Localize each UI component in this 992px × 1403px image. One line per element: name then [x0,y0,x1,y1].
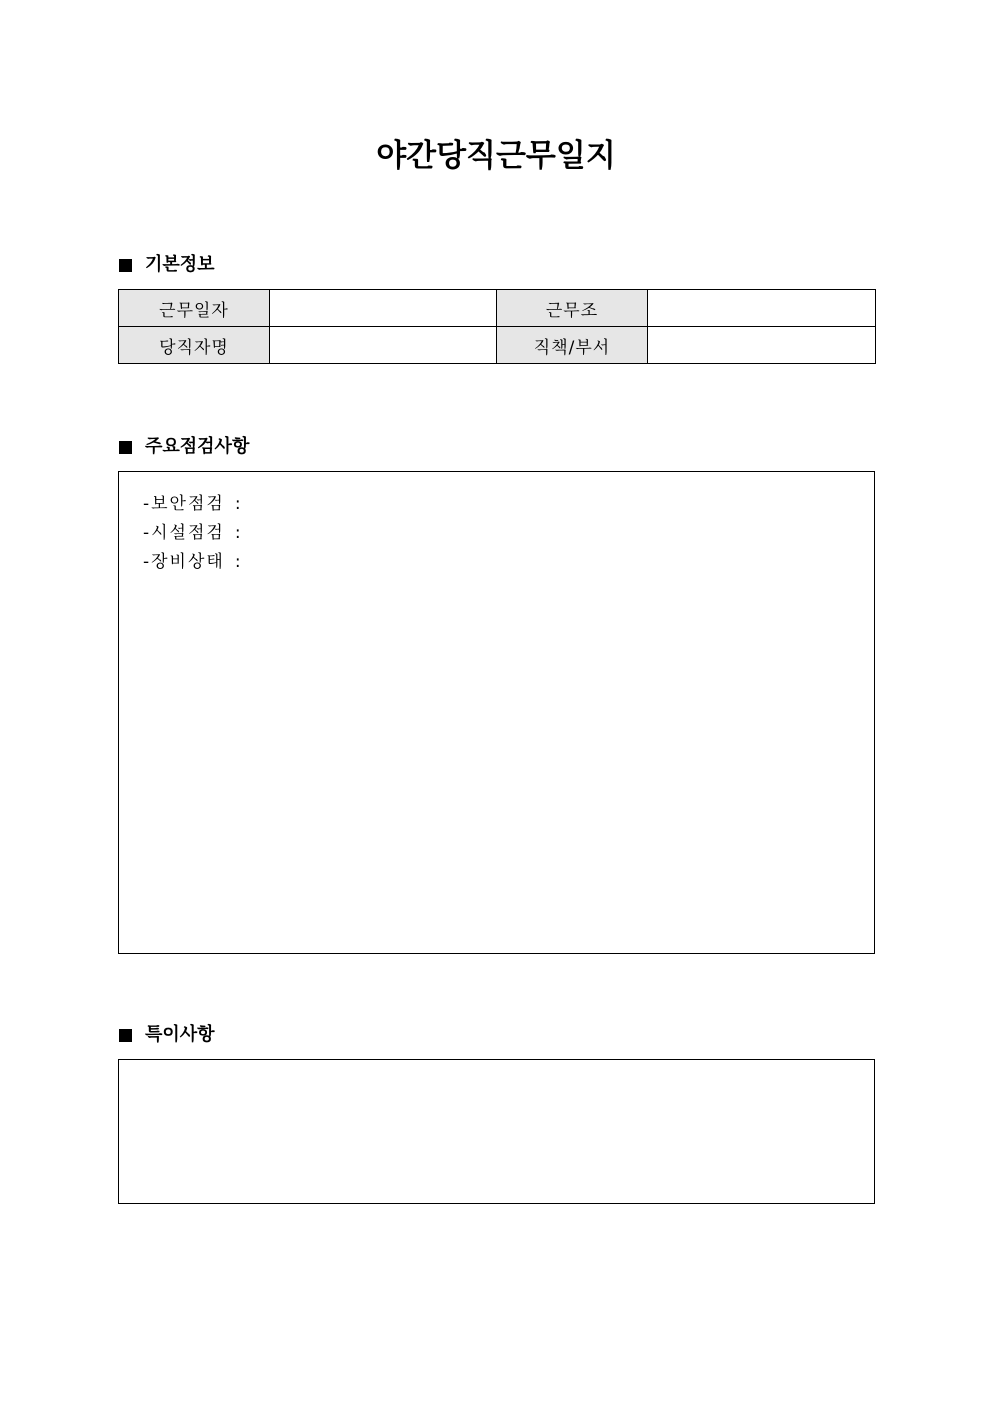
duty-officer-name-label: 당직자명 [119,327,270,364]
position-department-label: 직책/부서 [497,327,648,364]
inspection-item-equipment [143,548,243,577]
inspection-item-separator: : [234,523,243,543]
basic-info-table [118,289,876,364]
table-row [119,327,876,364]
inspection-item-security [143,490,243,519]
inspection-box[interactable] [118,471,875,954]
square-bullet-icon [119,259,132,272]
section-heading-inspection [119,435,249,459]
section-heading-basic-info [119,253,215,277]
work-shift-field[interactable] [648,290,876,327]
section-heading-label: 특이사항 [145,1024,215,1045]
work-shift-label: 근무조 [497,290,648,327]
inspection-list [143,490,243,577]
inspection-item-separator: : [234,552,243,572]
inspection-item-separator: : [234,494,243,514]
duty-officer-name-field[interactable] [270,327,497,364]
square-bullet-icon [119,441,132,454]
inspection-item-facility [143,519,243,548]
position-department-field[interactable] [648,327,876,364]
table-row [119,290,876,327]
page-title: 야간당직근무일지 [376,138,616,174]
section-heading-notes [119,1023,215,1047]
work-date-label: 근무일자 [119,290,270,327]
section-heading-label: 기본정보 [145,254,215,275]
section-heading-label: 주요점검사항 [145,436,250,457]
inspection-item-label: -보안점검 [143,494,225,514]
work-date-field[interactable] [270,290,497,327]
inspection-item-label: -시설점검 [143,523,225,543]
square-bullet-icon [119,1029,132,1042]
notes-box[interactable] [118,1059,875,1204]
inspection-item-label: -장비상태 [143,552,225,572]
